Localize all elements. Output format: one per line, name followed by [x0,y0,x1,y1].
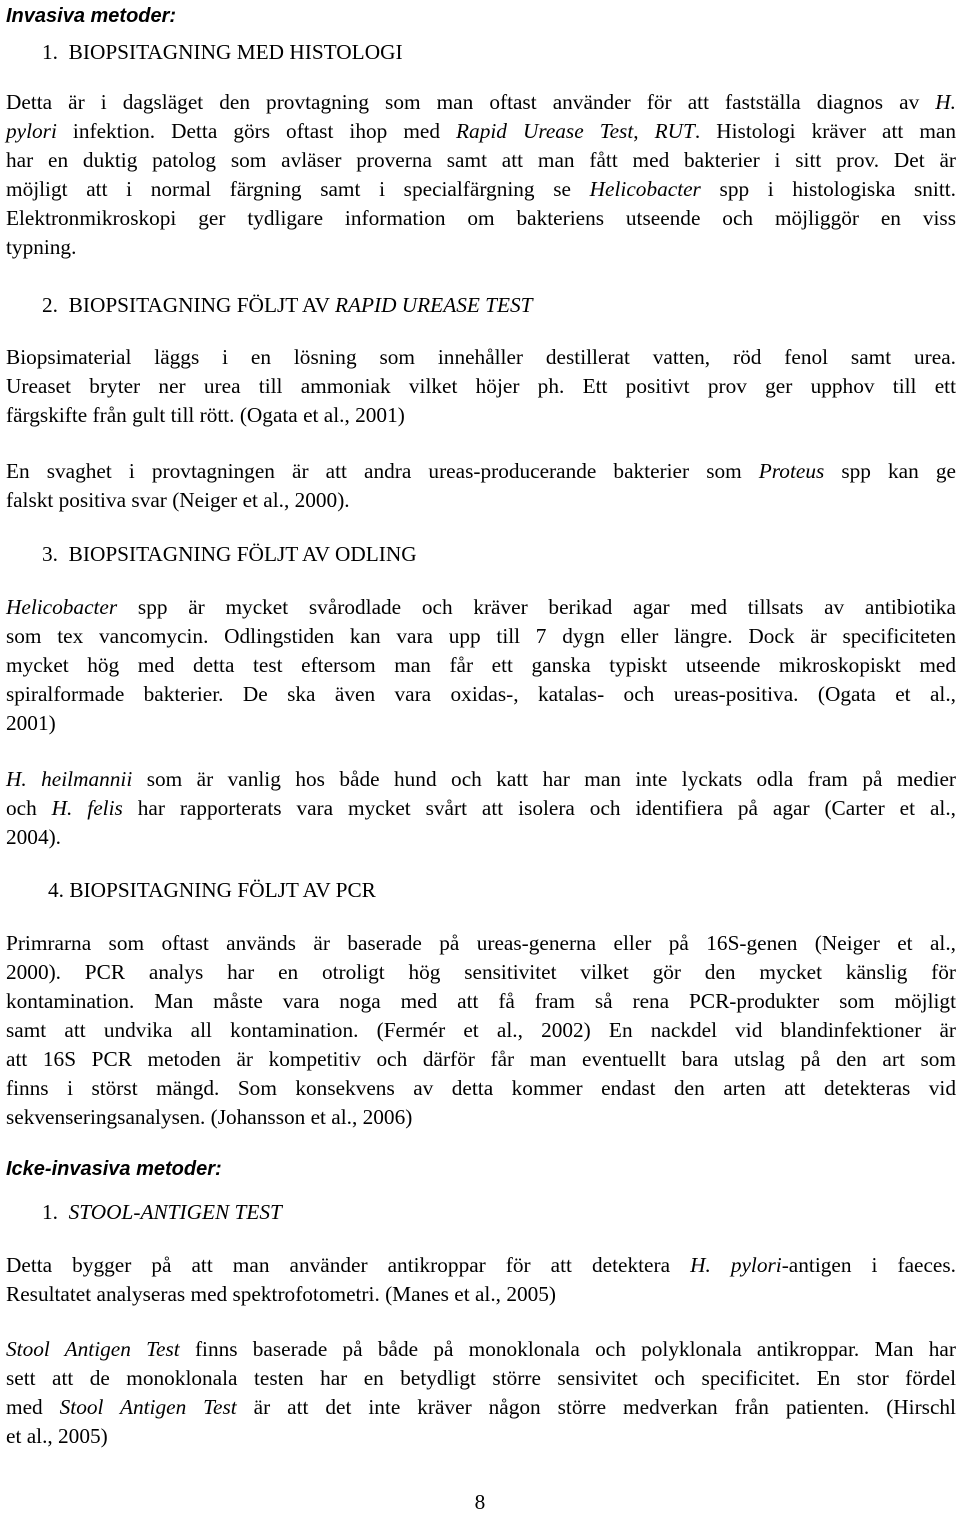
text-line: spiralformade bakterier. De ska även vara oxidas-, katalas- och ureas-positiva. (Ogata et al., [6,682,956,706]
text-line: Biopsimaterial läggs i en lösning som innehåller destillerat vatten, röd fenol samt urea. [6,345,956,369]
text-line: En svaghet i provtagningen är att andra ureas-producerande bakterier som Proteus spp kan ge [6,459,956,483]
paragraph-urease-method [6,343,956,430]
paragraph-urease-weakness [6,457,956,515]
text-line: 2000). PCR analys har en otroligt hög sensitivitet vilket gör den mycket känslig för [6,960,956,984]
paragraph-odling [6,593,956,738]
text-line: som tex vancomycin. Odlingstiden kan vara upp till 7 dygn eller längre. Dock är specificiteten [6,624,956,648]
text-line: mycket hög med detta test eftersom man får ett ganska typiskt utseende mikroskopiskt med [6,653,956,677]
subheading-number: 4. [48,878,64,902]
text-line: Detta bygger på att man använder antikroppar för att detektera H. pylori-antigen i faeces. [6,1253,956,1277]
text-line: kontamination. Man måste vara noga med att få fram så rena PCR-produkter som möjligt [6,989,956,1013]
paragraph-stool-method [6,1251,956,1309]
text-line: Primrarna som oftast används är baserade på ureas-generna eller på 16S-genen (Neiger et al., [6,931,956,955]
text-line: falskt positiva svar (Neiger et al., 2000). [6,488,350,512]
heading-invasiva-metoder: Invasiva metoder: [6,5,177,27]
page-number: 8 [474,1490,486,1514]
text-line: Helicobacter spp är mycket svårodlade och kräver berikad agar med tillsats av antibiotika [6,595,956,619]
heading-icke-invasiva-metoder: Icke-invasiva metoder: [6,1158,222,1180]
subheading-rapid-urease [42,291,533,320]
subheading-title-italic: RAPID UREASE TEST [334,293,533,317]
text-line: Stool Antigen Test finns baserade på både på monoklonala och polyklonala antikroppar. Man har [6,1337,956,1361]
text-line: sekvenseringsanalysen. (Johansson et al., 2006) [6,1105,413,1129]
subheading-stool-antigen [42,1198,282,1227]
text-line: finns i störst mängd. Som konsekvens av detta kommer endast den arten att detekteras vid [6,1076,956,1100]
text-line: typning. [6,235,77,259]
subheading-title: STOOL-ANTIGEN TEST [68,1200,282,1224]
subheading-number: 3. [42,542,58,566]
paragraph-pcr [6,929,956,1132]
subheading-title: BIOPSITAGNING FÖLJT AV ODLING [68,542,417,566]
subheading-title: BIOPSITAGNING MED HISTOLOGI [68,40,403,64]
text-line: pylori infektion. Detta görs oftast ihop med Rapid Urease Test, RUT. Histologi kräver att man [6,119,956,143]
text-line: Ureaset bryter ner urea till ammoniak vilket höjer ph. Ett positivt prov ger upphov till ett [6,374,956,398]
text-line: att 16S PCR metoden är kompetitiv och därför får man eventuellt bara utslag på den art som [6,1047,956,1071]
text-line: möjligt att i normal färgning samt i specialfärgning se Helicobacter spp i histologiska snitt. [6,177,957,201]
paragraph-heilmannii [6,765,956,852]
subheading-odling [42,540,417,569]
text-line: har en duktig patolog som avläser proverna samt att man fått med bakterier i sitt prov. Det är [6,148,956,172]
subheading-number: 2. [42,293,58,317]
subheading-number: 1. [42,40,58,64]
text-line: samt att undvika all kontamination. (Fermér et al., 2002) En nackdel vid blandinfektioner är [6,1018,956,1042]
paragraph-histologi [6,88,956,262]
paragraph-stool-antibodies [6,1335,956,1451]
text-line: 2001) [6,711,56,735]
text-line: Elektronmikroskopi ger tydligare information om bakteriens utseende och möjliggör en viss [6,206,956,230]
subheading-histologi [42,38,403,67]
subheading-title: BIOPSITAGNING FÖLJT AV PCR [69,878,376,902]
text-line: med Stool Antigen Test är att det inte kräver någon större medverkan från patienten. (Hirschl [6,1395,956,1419]
subheading-pcr [48,876,376,905]
subheading-number: 1. [42,1200,58,1224]
text-line: 2004). [6,825,62,849]
text-line: sett att de monoklonala testen har en betydligt större sensivitet och specificitet. En stor fördel [6,1366,956,1390]
text-line: Detta är i dagsläget den provtagning som man oftast använder för att fastställa diagnos av H. [6,90,956,114]
subheading-title: BIOPSITAGNING FÖLJT AV [68,293,335,317]
text-line: et al., 2005) [6,1424,108,1448]
text-line: färgskifte från gult till rött. (Ogata et al., 2001) [6,403,405,427]
text-line: och H. felis har rapporterats vara mycket svårt att isolera och identifiera på agar (Carter et al., [6,796,956,820]
text-line: H. heilmannii som är vanlig hos både hund och katt har man inte lyckats odla fram på medier [6,767,956,791]
text-line: Resultatet analyseras med spektrofotometri. (Manes et al., 2005) [6,1282,557,1306]
